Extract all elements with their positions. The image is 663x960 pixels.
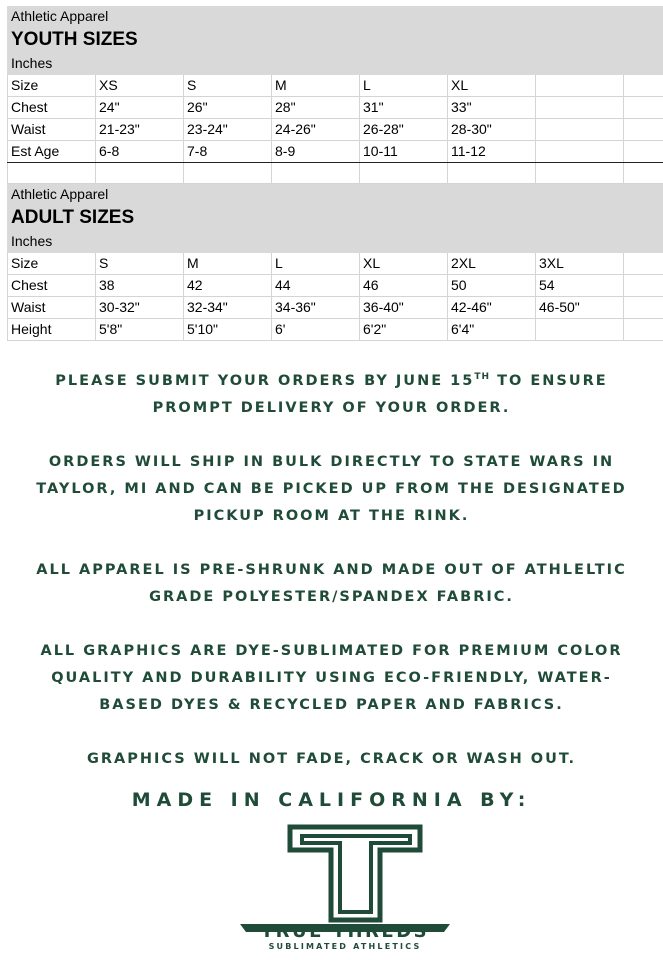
- table-cell: 26": [184, 97, 272, 119]
- table-cell: 6': [272, 319, 360, 341]
- table-cell: 46-50": [536, 297, 624, 319]
- youth-sizes-title: YOUTH SIZES: [8, 27, 663, 53]
- table-cell: [624, 141, 663, 163]
- youth-size-table: [7, 6, 663, 184]
- table-cell: 46: [360, 275, 448, 297]
- row-label-cell: Chest: [8, 275, 96, 297]
- table-cell: [272, 163, 360, 184]
- table-cell: 11-12: [448, 141, 536, 163]
- table-cell: 2XL: [448, 253, 536, 275]
- table-cell: 8-9: [272, 141, 360, 163]
- table-cell: 31": [360, 97, 448, 119]
- table-cell: [96, 163, 184, 184]
- table-row: [8, 119, 663, 141]
- table-cell: 26-28": [360, 119, 448, 141]
- logo-tagline: SUBLIMATED ATHLETICS: [268, 942, 422, 951]
- size-chart-sheet: [7, 6, 663, 341]
- table-cell: [624, 97, 663, 119]
- table-cell: XL: [360, 253, 448, 275]
- table-row: [8, 319, 663, 341]
- order-notes: [0, 364, 663, 773]
- row-label-cell: Waist: [8, 119, 96, 141]
- table-row: [8, 253, 663, 275]
- table-cell: [536, 141, 624, 163]
- table-cell: [624, 163, 663, 184]
- table-row: [8, 163, 663, 184]
- table-cell: [448, 163, 536, 184]
- table-cell: 36-40": [360, 297, 448, 319]
- made-in-california-heading: MADE IN CALIFORNIA BY:: [131, 789, 532, 811]
- table-row: [8, 75, 663, 97]
- table-cell: [624, 319, 663, 341]
- table-cell: [184, 163, 272, 184]
- table-cell: XL: [448, 75, 536, 97]
- table-cell: L: [272, 253, 360, 275]
- table-cell: 28": [272, 97, 360, 119]
- table-cell: 6'2": [360, 319, 448, 341]
- table-cell: S: [96, 253, 184, 275]
- table-cell: [624, 253, 663, 275]
- table-cell: 6-8: [96, 141, 184, 163]
- table-cell: [624, 119, 663, 141]
- order-deadline-note: PLEASE SUBMIT YOUR ORDERS BY JUNE 15TH TO ENSURE PROMPT DELIVERY OF YOUR ORDER.: [55, 372, 608, 416]
- graphics-note: ALL GRAPHICS ARE DYE-SUBLIMATED FOR PREMIUM COLOR QUALITY AND DURABILITY USING ECO-FRIENDLY, WATER-BASED DYES & RECYCLED PAPER AND FABRICS.: [40, 642, 623, 713]
- table-row: [8, 275, 663, 297]
- table-cell: 24": [96, 97, 184, 119]
- row-label-cell: Est Age: [8, 141, 96, 163]
- table-row: [8, 141, 663, 163]
- table-cell: 44: [272, 275, 360, 297]
- table-cell: 34-36": [272, 297, 360, 319]
- table-cell: 33": [448, 97, 536, 119]
- youth-units-label: Inches: [8, 53, 663, 75]
- row-label-cell: Waist: [8, 297, 96, 319]
- fabric-note: ALL APPAREL IS PRE-SHRUNK AND MADE OUT OF ATHLELTIC GRADE POLYESTER/SPANDEX FABRIC.: [36, 561, 627, 605]
- durability-note: GRAPHICS WILL NOT FADE, CRACK OR WASH OUT.: [86, 750, 577, 767]
- table-row: [8, 97, 663, 119]
- adult-size-table: [7, 184, 663, 341]
- table-cell: [536, 319, 624, 341]
- table-cell: 21-23": [96, 119, 184, 141]
- table-row: [8, 297, 663, 319]
- adult-sizes-title: ADULT SIZES: [8, 205, 663, 231]
- table-cell: 24-26": [272, 119, 360, 141]
- table-cell: [536, 75, 624, 97]
- table-cell: 6'4": [448, 319, 536, 341]
- table-cell: 54: [536, 275, 624, 297]
- table-cell: 3XL: [536, 253, 624, 275]
- table-cell: 42-46": [448, 297, 536, 319]
- table-cell: 5'8": [96, 319, 184, 341]
- youth-brand-label: Athletic Apparel: [8, 7, 663, 27]
- row-label-cell: Height: [8, 319, 96, 341]
- table-cell: 10-11: [360, 141, 448, 163]
- table-cell: M: [184, 253, 272, 275]
- table-cell: 7-8: [184, 141, 272, 163]
- row-label-cell: [8, 163, 96, 184]
- table-cell: 28-30": [448, 119, 536, 141]
- table-cell: [536, 97, 624, 119]
- row-label-cell: Chest: [8, 97, 96, 119]
- adult-units-label: Inches: [8, 231, 663, 253]
- adult-brand-label: Athletic Apparel: [8, 185, 663, 205]
- table-cell: XS: [96, 75, 184, 97]
- table-cell: [624, 297, 663, 319]
- table-cell: [624, 275, 663, 297]
- table-cell: L: [360, 75, 448, 97]
- table-cell: [536, 163, 624, 184]
- table-cell: [624, 75, 663, 97]
- table-cell: 38: [96, 275, 184, 297]
- logo-brand-name: TRUE THREDS: [260, 921, 430, 942]
- table-cell: 32-34": [184, 297, 272, 319]
- table-cell: 30-32": [96, 297, 184, 319]
- table-cell: [536, 119, 624, 141]
- shipping-note: ORDERS WILL SHIP IN BULK DIRECTLY TO STATE WARS IN TAYLOR, MI AND CAN BE PICKED UP FROM THE DESIGNATED PICKUP ROOM AT THE RINK.: [36, 453, 627, 524]
- table-cell: 5'10": [184, 319, 272, 341]
- table-cell: [360, 163, 448, 184]
- table-cell: 42: [184, 275, 272, 297]
- table-cell: 50: [448, 275, 536, 297]
- row-label-cell: Size: [8, 253, 96, 275]
- table-cell: 23-24": [184, 119, 272, 141]
- row-label-cell: Size: [8, 75, 96, 97]
- table-cell: M: [272, 75, 360, 97]
- table-cell: S: [184, 75, 272, 97]
